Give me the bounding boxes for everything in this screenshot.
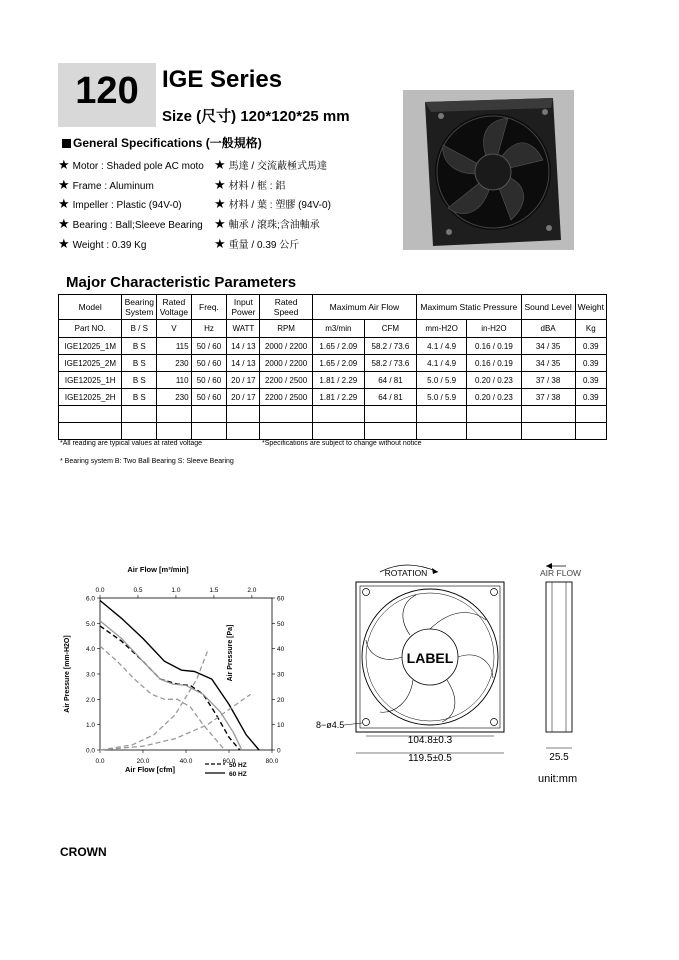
cell-m3min: 1.81 / 2.29 [312, 372, 364, 389]
note-typical: *All reading are typical values at rated voltage [60, 440, 203, 447]
header-sound: Sound Level [521, 295, 575, 320]
unit-cell: RPM [260, 320, 312, 338]
spec-motor-zh: ★ 馬達 / 交流蔽極式馬達 [214, 157, 327, 172]
cell-m3min: 1.81 / 2.29 [312, 389, 364, 406]
general-specs-title: General Specifications (一般規格) [62, 134, 262, 151]
cell-kg: 0.39 [575, 355, 606, 372]
star-icon: ★ [214, 157, 226, 172]
star-icon: ★ [214, 216, 226, 231]
series-line-1 [100, 626, 240, 750]
cell-model: IGE12025_2M [59, 355, 122, 372]
table-units-row [59, 320, 607, 338]
star-icon: ★ [58, 177, 70, 192]
cell-freq: 50 / 60 [191, 355, 227, 372]
cell-cfm: 64 / 81 [364, 389, 416, 406]
cell-kg: 0.39 [575, 338, 606, 355]
x-axis-label: Air Flow [cfm] [125, 765, 175, 774]
cell-power: 20 / 17 [227, 372, 260, 389]
star-icon: ★ [214, 177, 226, 192]
cell-freq: 50 / 60 [191, 372, 227, 389]
table-row [59, 389, 607, 406]
table-row-empty [59, 423, 607, 440]
x2-tick-label: 1.5 [209, 587, 219, 594]
unit-cell: WATT [227, 320, 260, 338]
cell-speed: 2000 / 2200 [260, 338, 312, 355]
x2-tick-label: 0.0 [95, 587, 105, 594]
cell-speed: 2000 / 2200 [260, 355, 312, 372]
cell-inh2o: 0.20 / 0.23 [467, 372, 521, 389]
y2-tick-label: 40 [277, 646, 285, 654]
dim-104: 104.8±0.3 [407, 735, 453, 746]
cell-m3min: 1.65 / 2.09 [312, 355, 364, 372]
cell-cfm: 58.2 / 73.6 [364, 338, 416, 355]
table-row [59, 372, 607, 389]
cell-freq: 50 / 60 [191, 389, 227, 406]
x-tick-label: 40.0 [179, 758, 193, 765]
spec-frame: ★ Frame : Aluminum [58, 177, 154, 192]
fan-photo-icon [403, 90, 574, 250]
depth-dim: 25.5 [549, 752, 569, 763]
cell-dba: 37 / 38 [521, 372, 575, 389]
y2-axis-label: Air Pressure [Pa] [227, 624, 234, 682]
legend-label: 60 HZ [229, 771, 247, 778]
cell-bearing: B S [122, 372, 157, 389]
header-airflow: Maximum Air Flow [312, 295, 416, 320]
y2-tick-label: 10 [277, 722, 285, 730]
performance-chart [55, 560, 300, 785]
star-icon: ★ [58, 196, 70, 211]
side-frame [546, 582, 572, 732]
spec-weight: ★ Weight : 0.39 Kg [58, 236, 147, 251]
cell-speed: 2200 / 2500 [260, 389, 312, 406]
cell-freq: 50 / 60 [191, 338, 227, 355]
rotation-label: ROTATION [384, 568, 428, 578]
unit-cell: dBA [521, 320, 575, 338]
x2-tick-label: 1.0 [171, 587, 181, 594]
y-tick-label: 4.0 [85, 646, 95, 654]
y-tick-label: 6.0 [85, 595, 95, 603]
cell-voltage: 115 [157, 338, 191, 355]
unit-cell: in-H2O [467, 320, 521, 338]
parameters-table [58, 294, 607, 440]
cell-cfm: 58.2 / 73.6 [364, 355, 416, 372]
x-tick-label: 0.0 [95, 758, 105, 765]
square-bullet-icon [62, 139, 71, 148]
plot-frame [100, 598, 272, 750]
cell-dba: 37 / 38 [521, 389, 575, 406]
spec-frame-zh: ★ 材料 / 框 : 鋁 [214, 177, 286, 192]
x2-tick-label: 0.5 [133, 587, 143, 594]
unit-cell: Kg [575, 320, 606, 338]
cell-mmh2o: 4.1 / 4.9 [417, 355, 467, 372]
header-power: Input Power [227, 295, 260, 320]
cell-mmh2o: 5.0 / 5.9 [417, 372, 467, 389]
y-tick-label: 3.0 [85, 671, 95, 679]
cell-cfm: 64 / 81 [364, 372, 416, 389]
unit-cell: CFM [364, 320, 416, 338]
brand-footer: CROWN [60, 845, 107, 859]
x2-axis-label: Air Flow [m³/min] [127, 565, 189, 574]
fan-photo [403, 90, 574, 250]
star-icon: ★ [214, 196, 226, 211]
header-pressure: Maximum Static Pressure [417, 295, 522, 320]
table-row [59, 355, 607, 372]
table-row [59, 338, 607, 355]
y2-tick-label: 0 [277, 747, 281, 755]
header-bearing: Bearing System [122, 295, 157, 320]
header-model: Model [59, 295, 122, 320]
cell-voltage: 230 [157, 355, 191, 372]
star-icon: ★ [58, 216, 70, 231]
size-title: Size (尺寸) 120*120*25 mm [162, 108, 350, 125]
x2-tick-label: 2.0 [247, 587, 257, 594]
note-bearing: * Bearing system B: Two Ball Bearing S: Sleeve Bearing [60, 458, 234, 465]
unit-cell: V [157, 320, 191, 338]
x-tick-label: 20.0 [136, 758, 150, 765]
y-axis-label: Air Pressure [mm-H2O] [64, 635, 71, 713]
cell-power: 14 / 13 [227, 338, 260, 355]
label-text: LABEL [406, 650, 454, 666]
cell-inh2o: 0.16 / 0.19 [467, 338, 521, 355]
cell-model: IGE12025_2H [59, 389, 122, 406]
spec-bearing-zh: ★ 軸承 / 滾珠;含油軸承 [214, 216, 320, 231]
header-voltage: Rated Voltage [157, 295, 191, 320]
star-icon: ★ [58, 236, 70, 251]
cell-dba: 34 / 35 [521, 338, 575, 355]
cell-dba: 34 / 35 [521, 355, 575, 372]
cell-power: 20 / 17 [227, 389, 260, 406]
cell-speed: 2200 / 2500 [260, 372, 312, 389]
cell-model: IGE12025_1H [59, 372, 122, 389]
holes-dim: 8−ø4.5 [316, 720, 345, 730]
spec-impeller-zh: ★ 材料 / 葉 : 塑膠 (94V-0) [214, 196, 331, 211]
model-number: 120 [75, 70, 139, 112]
spec-bearing: ★ Bearing : Ball;Sleeve Bearing [58, 216, 203, 231]
series-title: IGE Series [162, 66, 283, 93]
table-row-empty [59, 406, 607, 423]
legend-label: 50 HZ [229, 762, 247, 769]
note-change: *Specifications are subject to change without notice [262, 440, 422, 447]
cell-bearing: B S [122, 389, 157, 406]
y2-tick-label: 60 [277, 595, 285, 603]
header-freq: Freq. [191, 295, 227, 320]
table-header-row [59, 295, 607, 320]
header-weight: Weight [575, 295, 606, 320]
y2-tick-label: 30 [277, 671, 285, 679]
unit-label: unit:mm [538, 773, 578, 785]
y-tick-label: 2.0 [85, 696, 95, 704]
y-tick-label: 0.0 [85, 747, 95, 755]
spec-weight-zh: ★ 重量 / 0.39 公斤 [214, 236, 300, 251]
cell-inh2o: 0.20 / 0.23 [467, 389, 521, 406]
y2-tick-label: 20 [277, 696, 285, 704]
y-tick-label: 1.0 [85, 722, 95, 730]
cell-power: 14 / 13 [227, 355, 260, 372]
fan-side-drawing [528, 560, 628, 790]
cell-voltage: 110 [157, 372, 191, 389]
x-tick-label: 80.0 [265, 758, 279, 765]
table-title: Major Characteristic Parameters [66, 274, 297, 291]
cell-inh2o: 0.16 / 0.19 [467, 355, 521, 372]
airflow-label: AIR FLOW [540, 568, 582, 578]
cell-m3min: 1.65 / 2.09 [312, 338, 364, 355]
cell-bearing: B S [122, 338, 157, 355]
cell-mmh2o: 5.0 / 5.9 [417, 389, 467, 406]
unit-cell: Part NO. [59, 320, 122, 338]
cell-model: IGE12025_1M [59, 338, 122, 355]
series-line-4 [100, 651, 208, 750]
cell-kg: 0.39 [575, 372, 606, 389]
header-speed: Rated Speed [260, 295, 312, 320]
star-icon: ★ [58, 157, 70, 172]
unit-cell: m3/min [312, 320, 364, 338]
unit-cell: mm-H2O [417, 320, 467, 338]
fan-front-drawing [310, 560, 510, 770]
unit-cell: B / S [122, 320, 157, 338]
spec-impeller: ★ Impeller : Plastic (94V-0) [58, 196, 182, 211]
spec-motor: ★ Motor : Shaded pole AC moto [58, 157, 204, 172]
y-tick-label: 5.0 [85, 620, 95, 628]
cell-mmh2o: 4.1 / 4.9 [417, 338, 467, 355]
x-tick-label: 60.0 [222, 758, 236, 765]
star-icon: ★ [214, 236, 226, 251]
cell-kg: 0.39 [575, 389, 606, 406]
cell-bearing: B S [122, 355, 157, 372]
series-line-0 [100, 601, 259, 751]
y2-tick-label: 50 [277, 620, 285, 628]
arrow-head-icon [432, 568, 438, 574]
unit-cell: Hz [191, 320, 227, 338]
dim-119: 119.5±0.5 [408, 753, 452, 764]
cell-voltage: 230 [157, 389, 191, 406]
